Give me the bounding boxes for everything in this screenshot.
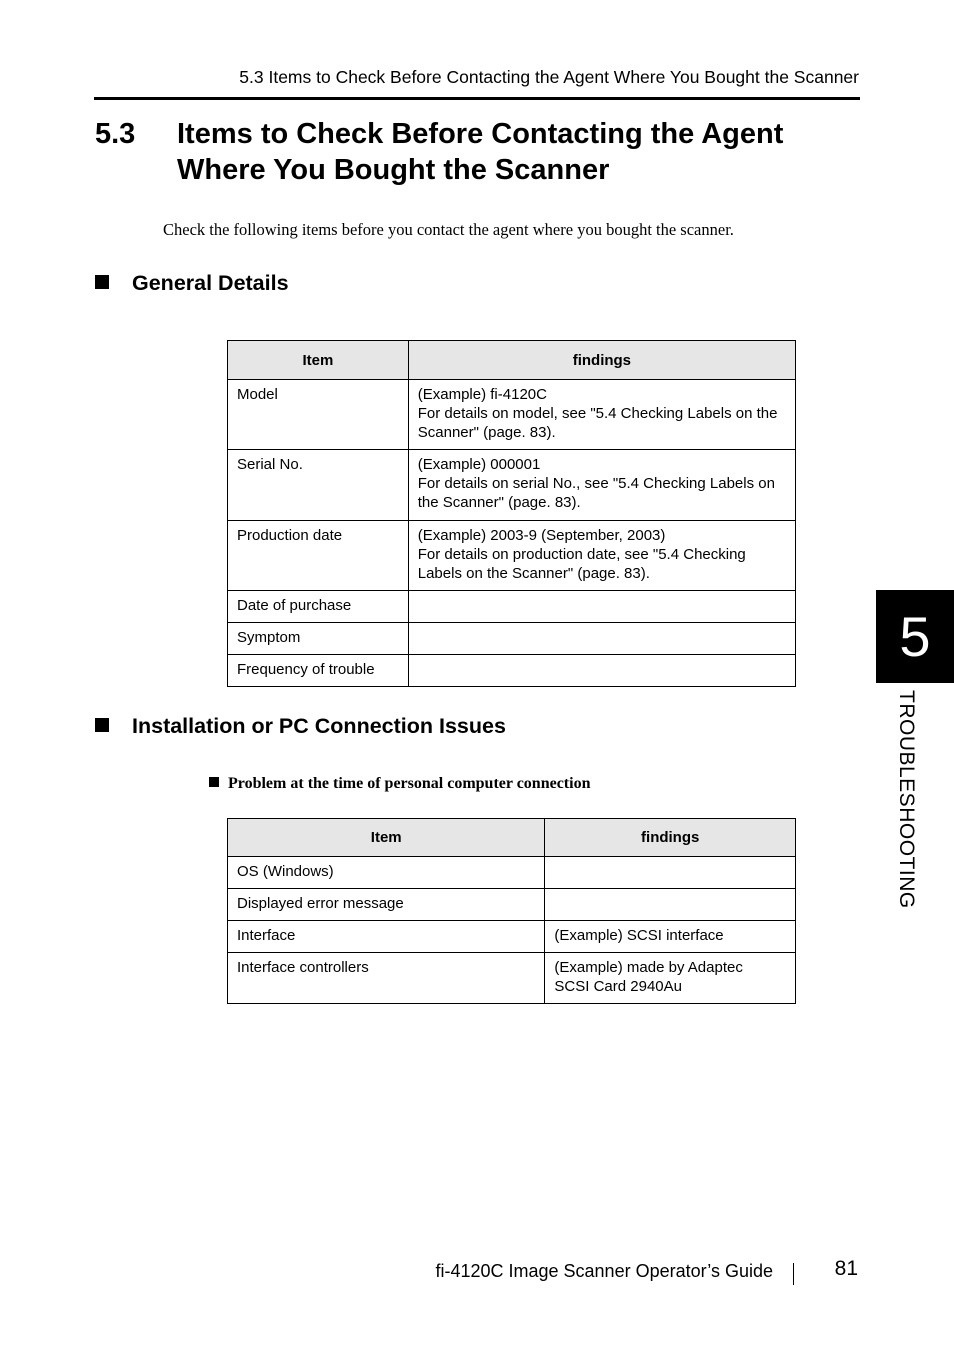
- findings-cell: [545, 921, 796, 953]
- running-header: 5.3 Items to Check Before Contacting the Agent Where You Bought the Scanner: [239, 67, 859, 87]
- item-cell: Displayed error message: [228, 889, 545, 921]
- column-header-item: Item: [228, 341, 409, 380]
- table-row: [228, 380, 796, 450]
- table-row: [228, 889, 796, 921]
- findings-cell: [408, 450, 795, 521]
- findings-cell: [408, 591, 795, 623]
- section-title-text: Items to Check Before Contacting the Agent Where You Bought the Scanner: [177, 118, 784, 186]
- table-row: [228, 655, 796, 687]
- findings-cell: [408, 380, 795, 450]
- square-bullet-icon: [95, 275, 109, 289]
- column-header-findings: findings: [408, 341, 795, 380]
- table-row: [228, 921, 796, 953]
- item-cell: OS (Windows): [228, 857, 545, 889]
- item-cell: Frequency of trouble: [228, 655, 409, 687]
- table-row: [228, 450, 796, 521]
- findings-cell: [408, 623, 795, 655]
- table-row: [228, 953, 796, 1004]
- findings-line: (Example) SCSI interface: [554, 927, 724, 944]
- table-row: [228, 591, 796, 623]
- findings-cell: [545, 889, 796, 921]
- findings-cell: [408, 655, 795, 687]
- page-number: 81: [834, 1257, 858, 1280]
- item-cell: Serial No.: [228, 450, 409, 521]
- square-bullet-icon: [95, 718, 109, 732]
- findings-line: For details on model, see "5.4 Checking Labels on the Scanner" (page. 83).: [417, 405, 778, 441]
- findings-line: SCSI Card 2940Au: [554, 978, 682, 995]
- footer-divider: [793, 1263, 794, 1285]
- intro-paragraph: Check the following items before you contact the agent where you bought the scanner.: [163, 220, 734, 239]
- findings-line: For details on serial No., see "5.4 Checking Labels on the Scanner" (page. 83).: [417, 475, 775, 511]
- table-row: [228, 857, 796, 889]
- connection-problem-heading: [209, 773, 590, 795]
- chapter-label: TROUBLESHOOTING: [895, 690, 918, 909]
- footer-guide-title: fi-4120C Image Scanner Operator’s Guide: [435, 1261, 773, 1281]
- table-row: [228, 521, 796, 591]
- item-cell: Date of purchase: [228, 591, 409, 623]
- findings-cell: [545, 857, 796, 889]
- connection-issues-table: [227, 818, 796, 1004]
- findings-line: For details on production date, see "5.4 Checking Labels on the Scanner" (page. 83).: [417, 546, 746, 582]
- square-bullet-icon: [209, 777, 219, 787]
- item-cell: Interface: [228, 921, 545, 953]
- item-cell: Interface controllers: [228, 953, 545, 1004]
- chapter-tab: 5: [876, 590, 954, 683]
- findings-line: (Example) 000001: [417, 456, 541, 473]
- findings-line: (Example) 2003-9 (September, 2003): [417, 527, 666, 544]
- findings-cell: [408, 521, 795, 591]
- findings-line: (Example) made by Adaptec: [554, 959, 743, 976]
- general-details-heading-label: General Details: [132, 271, 289, 295]
- item-cell: Symptom: [228, 623, 409, 655]
- findings-cell: [545, 953, 796, 1004]
- general-details-table: [227, 340, 796, 687]
- item-cell: Model: [228, 380, 409, 450]
- table-row: [228, 623, 796, 655]
- item-cell: Production date: [228, 521, 409, 591]
- findings-line: (Example) fi-4120C: [417, 386, 547, 403]
- connection-problem-heading-label: Problem at the time of personal computer connection: [228, 775, 591, 792]
- installation-heading: [95, 713, 506, 739]
- column-header-item: Item: [228, 819, 545, 857]
- general-details-heading: [95, 270, 289, 296]
- installation-heading-label: Installation or PC Connection Issues: [132, 714, 506, 738]
- column-header-findings: findings: [545, 819, 796, 857]
- header-rule: [94, 97, 860, 100]
- section-number: 5.3: [95, 118, 136, 150]
